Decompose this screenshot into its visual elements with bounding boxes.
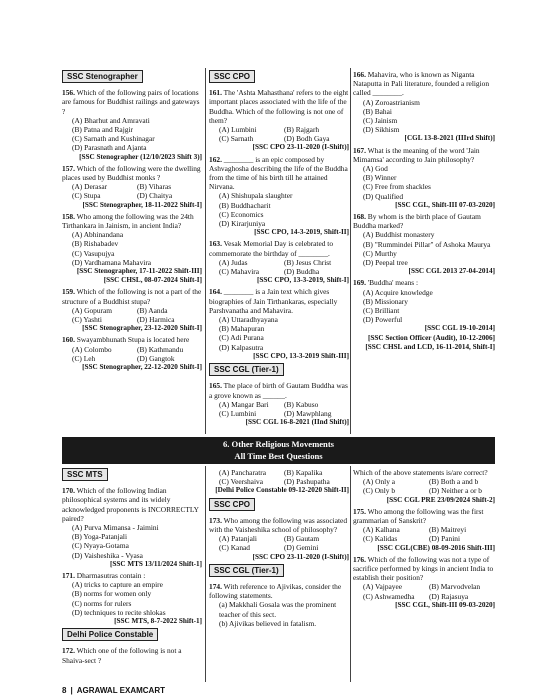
option-b: (B) Kathmandu — [137, 344, 184, 354]
question-number: 166. — [353, 70, 366, 79]
question-text: Which of the following is not a part of the structure of a Buddhist stupa? — [62, 287, 202, 306]
option-b: (B) Patna and Rajgir — [72, 125, 133, 135]
option-b: (B) Rishabadev — [72, 239, 119, 249]
question-text: Which one of the following is not a Shaiva-sect ? — [62, 646, 182, 665]
column-2-top — [209, 68, 349, 427]
source: [SSC CHSL and LCD, 16-11-2014, Shift-I] — [365, 342, 495, 351]
option-b: (B) "Rummindei Pillar" of Ashoka Maurya — [363, 239, 491, 249]
options — [62, 580, 202, 617]
option-d: (D) Buddha — [284, 267, 320, 277]
chapter-banner — [62, 437, 495, 464]
source: [SSC CHSL, 08-07-2024 Shift-I] — [103, 276, 202, 285]
question-number: 174. — [209, 582, 222, 592]
option-a: (A) Zoroastrianism — [363, 97, 420, 107]
column-divider — [205, 68, 206, 434]
option-c: (C) Kalidas — [363, 534, 398, 544]
question-169 — [353, 278, 495, 352]
question-168 — [353, 212, 495, 276]
source: [SSC Stenographer, 18-11-2022 Shift-I] — [82, 200, 202, 209]
options — [353, 164, 495, 201]
option-a: (A) tricks to capture an empire — [72, 580, 163, 590]
source: [SSC CGL 2013 27-04-2014] — [408, 267, 495, 276]
source: [SSC CPO, 14-3-2019, Shift-II] — [254, 228, 349, 237]
option-b: (B) Maitreyi — [429, 525, 467, 535]
source: [SSC MTS 13/11/2024 Shift-1] — [109, 559, 202, 568]
options — [209, 125, 349, 143]
options — [353, 525, 495, 543]
option-a: (A) Abhinandana — [72, 230, 124, 240]
options — [62, 116, 202, 153]
question-number: 172. — [62, 646, 75, 656]
question-173 — [209, 516, 349, 562]
option-d: (D) Parasnath and Ajanta — [72, 143, 147, 153]
question-174-continued — [353, 468, 495, 505]
option-a: (A) Mangar Bari — [219, 399, 269, 409]
source: [SSC CGL(CBE) 08-09-2016 Shift-III] — [377, 543, 495, 552]
option-c: (C) Sarnath and Kushinagar — [72, 134, 155, 144]
question-165 — [209, 381, 349, 427]
options — [62, 306, 202, 324]
option-a: (A) Shishupala slaughter — [219, 191, 293, 201]
option-d: (D) Rajasuya — [429, 591, 469, 601]
column-3-top — [353, 68, 495, 352]
section-heading: SSC CPO — [209, 70, 255, 83]
option-a: (A) Vajpayee — [363, 582, 403, 592]
options — [62, 345, 202, 363]
question-167 — [353, 146, 495, 210]
source: [SSC CPO 23-11-2020 (I-Shift)] — [252, 552, 349, 561]
question-text: Who among the following was associated with the Vaisheshika school of philosophy? — [209, 515, 348, 535]
question-text: Swayambhunath Stupa is located here — [76, 335, 190, 345]
option-b: (B) Bahai — [363, 106, 392, 116]
option-b: (B) Gautam — [284, 534, 320, 544]
column-1-bottom — [62, 466, 202, 665]
source: [SSC Stenographer, 17-11-2022 Shift-III] — [76, 267, 202, 276]
question-number: 156. — [62, 88, 75, 98]
question-text: ________ is an epic composed by Ashvaghosha describing the life of the Buddha from the time of his birth till he attained Nirvana. — [209, 154, 348, 192]
question-161 — [209, 88, 349, 152]
option-b: (B) Yoga-Patanjali — [72, 532, 128, 542]
statements — [209, 600, 349, 628]
question-159 — [62, 287, 202, 333]
question-number: 175. — [353, 506, 366, 516]
question-text: Who among the following was the first grammarian of Sanskrit? — [353, 506, 484, 526]
option-a: (A) Only a — [363, 477, 396, 487]
question-number: 171. — [62, 571, 75, 581]
question-text: Mahavira, who is known as Niganta Nataputta in Pali literature, founded a religion called ________. — [353, 70, 490, 98]
statement-b: (b) Ajivikas believed in fatalism. — [219, 618, 317, 628]
section-heading: SSC CPO — [209, 498, 255, 511]
option-b: (B) Kabuso — [284, 399, 319, 409]
options — [209, 258, 349, 276]
question-174 — [209, 582, 349, 628]
options — [209, 468, 349, 486]
option-c: (C) Mahavira — [219, 267, 260, 277]
question-175 — [353, 507, 495, 553]
option-a: (A) Patanjali — [219, 534, 257, 544]
source: [SSC Stenographer (12/10/2023 Shift 3)] — [79, 152, 202, 161]
source: [SSC CPO 23-11-2020 (I-Shift)] — [252, 143, 349, 152]
option-a: (A) Lumbini — [219, 125, 257, 135]
option-c: (C) Ashwamedha — [363, 591, 415, 601]
option-a: (A) Judas — [219, 257, 248, 267]
option-c: (C) Vasupujya — [72, 248, 115, 258]
source: [SSC MTS, 8-7-2022 Shift-1] — [114, 617, 202, 626]
question-number: 159. — [62, 287, 75, 297]
source: [SSC Stenographer, 23-12-2020 Shift-I] — [82, 324, 202, 333]
section-heading: SSC CGL (Tier-1) — [209, 363, 284, 376]
option-b: (B) Both a and b — [429, 477, 479, 487]
question-156 — [62, 88, 202, 162]
option-c: (C) Only b — [363, 486, 396, 496]
question-163 — [209, 239, 349, 285]
option-a: (A) Purva Mimansa - Jaimini — [72, 523, 159, 533]
option-d: (D) Kirarjuniya — [219, 219, 266, 229]
question-text: Which of the following were the dwelling places used by Buddhist monks ? — [62, 163, 201, 183]
chapter-subtitle: All Time Best Questions — [234, 451, 323, 461]
option-a: (A) God — [363, 164, 388, 174]
option-c: (C) Brilliant — [363, 306, 400, 316]
options — [353, 582, 495, 600]
option-a: (A) Acquire knowledge — [363, 287, 433, 297]
option-b: (B) norms for women only — [72, 589, 152, 599]
question-text: Which of the following Indian philosophical systems and its widely acknowledged proponents is INCORRECTLY paired? — [62, 486, 199, 523]
question-text: With reference to Ajivikas, consider the following statements. — [209, 582, 342, 601]
question-158 — [62, 212, 202, 286]
option-d: (D) Neither a or b — [429, 486, 482, 496]
option-c: (C) Yashti — [72, 315, 102, 325]
option-b: (B) Winner — [363, 173, 397, 183]
source: [SSC Stenographer, 22-12-2020 Shift-I] — [82, 363, 202, 372]
question-number: 173. — [209, 515, 222, 525]
option-c: (C) Sarnath — [219, 134, 254, 144]
question-160 — [62, 335, 202, 372]
question-text: The 'Ashta Mahasthana' refers to the eight important places associated with the life of the Buddha. Which of the following is not one of them? — [209, 88, 349, 125]
question-text: Dharmasutras contain : — [76, 571, 146, 581]
option-d: (D) Panini — [429, 534, 460, 544]
question-number: 160. — [62, 335, 75, 345]
question-number: 157. — [62, 163, 75, 173]
section-heading: Delhi Police Constable — [62, 628, 158, 641]
question-171 — [62, 571, 202, 626]
option-a: (A) Pancharatra — [219, 468, 266, 477]
option-d: (D) Sikhism — [363, 125, 400, 135]
options — [209, 400, 349, 418]
question-number: 165. — [209, 381, 222, 391]
option-b: (B) Missionary — [363, 296, 408, 306]
option-a: (A) Gopuram — [72, 305, 113, 315]
option-d: (D) Peepal tree — [363, 258, 408, 268]
option-d: (D) Vardhamana Mahavira — [72, 257, 152, 267]
options — [353, 288, 495, 325]
options — [353, 477, 495, 495]
question-number: 158. — [62, 211, 75, 221]
option-b: (B) Buddhacharit — [219, 200, 271, 210]
question-number: 168. — [353, 212, 366, 222]
option-d: (D) Pashupatha — [284, 477, 330, 487]
option-c: (C) Economics — [219, 209, 264, 219]
option-c: (C) Free from shackles — [363, 182, 431, 192]
options — [62, 523, 202, 560]
question-157 — [62, 164, 202, 210]
question-162 — [209, 155, 349, 238]
question-number: 163. — [209, 239, 222, 249]
question-number: 162. — [209, 154, 222, 164]
option-d: (D) Qualified — [363, 191, 404, 201]
section-heading: SSC CGL (Tier-1) — [209, 564, 284, 577]
question-number: 176. — [353, 554, 366, 564]
source: [Delhi Police Constable 09-12-2020 Shift-II] — [215, 486, 349, 495]
options — [353, 230, 495, 267]
option-c: (C) Veershaiva — [219, 477, 263, 487]
column-divider — [350, 68, 351, 434]
question-number: 169. — [353, 278, 366, 288]
question-170 — [62, 486, 202, 569]
column-1-top — [62, 68, 202, 372]
source: [CGL 13-8-2021 (IIIrd Shift)] — [404, 134, 495, 143]
question-number: 170. — [62, 486, 75, 496]
option-d: (D) Kalpasutra — [219, 342, 264, 352]
option-b: (B) Viharas — [137, 182, 172, 192]
question-number: 161. — [209, 88, 222, 98]
option-c: (C) Murthy — [363, 248, 397, 258]
options — [62, 182, 202, 200]
option-b: (B) Mahapuran — [219, 324, 265, 334]
question-text: By whom is the birth place of Gautam Buddha marked? — [353, 212, 481, 231]
option-c: (C) Jainism — [363, 116, 398, 126]
option-c: (C) Nyaya-Gotama — [72, 541, 129, 551]
source: [SSC Section Officer (Audit), 10-12-2006] — [367, 333, 495, 342]
option-b: (B) Aanda — [137, 305, 168, 315]
column-divider — [350, 466, 351, 682]
options — [353, 98, 495, 135]
option-b: (B) Jesus Christ — [284, 257, 332, 267]
option-c: (C) Adi Purana — [219, 333, 264, 343]
question-text: Which of the above statements is/are correct? — [353, 468, 488, 477]
question-number: 167. — [353, 145, 366, 155]
footer-separator: | — [70, 686, 73, 695]
option-d: (D) Chaitya — [137, 191, 173, 201]
question-text: Which of the following pairs of locations are famous for Buddhist railings and gateways ? — [62, 88, 200, 116]
source: [SSC CGL, Shift-III 07-03-2020] — [395, 200, 495, 209]
source: [SSC CPO, 13-3-2019, Shift-I] — [256, 276, 349, 285]
option-d: (D) Harmica — [137, 315, 175, 325]
source: [SSC CPO, 13-3-2019 Shift-III] — [253, 351, 349, 360]
question-text: Vesak Memorial Day is celebrated to commemorate the birthday of ________. — [209, 239, 334, 258]
option-c: (C) norms for rulers — [72, 598, 132, 608]
source: [SSC CGL PRE 23/09/2024 Shift-2] — [386, 495, 495, 504]
question-172 — [62, 646, 202, 664]
options — [209, 315, 349, 352]
chapter-title: 6. Other Religious Movements — [222, 439, 335, 449]
option-a: (A) Uttaradhyayana — [219, 315, 278, 325]
source: [SSC CGL 19-10-2014] — [424, 324, 495, 333]
option-c: (C) Lumbini — [219, 408, 257, 418]
option-a: (A) Kalhana — [363, 525, 400, 535]
option-d: (D) Gangtok — [137, 353, 175, 363]
question-176 — [353, 555, 495, 610]
option-d: (D) Vaisheshika - Vyasa — [72, 550, 143, 560]
question-text: Which of the following was not a type of sacrifice performed by kings in ancient India to establish their position? — [353, 554, 494, 583]
statement-a: (a) Makkhali Gosala was the prominent teacher of this sect. — [219, 600, 337, 619]
option-d: (D) Bodh Gaya — [284, 134, 330, 144]
question-text: The place of birth of Gautam Buddha was a grove known as ______. — [209, 381, 348, 400]
column-3-bottom — [353, 466, 495, 610]
options — [209, 191, 349, 228]
option-c: (C) Kanad — [219, 543, 250, 553]
option-c: (C) Stupa — [72, 191, 101, 201]
source: [SSC CGL 16-8-2021 (IInd Shift)] — [245, 418, 349, 427]
option-b: (B) Marvodvelan — [429, 582, 481, 592]
options — [209, 534, 349, 552]
section-heading: SSC Stenographer — [62, 70, 143, 83]
brand-logo: AGRAWAL EXAMCART — [76, 686, 165, 695]
page-footer — [62, 686, 165, 695]
options — [62, 230, 202, 267]
question-172-options — [209, 468, 349, 496]
option-d: (D) techniques to recite shlokas — [72, 607, 166, 617]
column-divider — [205, 466, 206, 682]
question-number: 164. — [209, 287, 222, 297]
option-b: (B) Rajgarh — [284, 125, 320, 135]
source: [SSC CGL, Shift-III 09-03-2020] — [395, 600, 495, 609]
question-166 — [353, 70, 495, 144]
page-number: 8 — [62, 686, 67, 695]
question-text: ________ is a Jain text which gives biographies of Jain Tirthankaras, especially Parshvanatha and Mahavira. — [209, 287, 338, 315]
section-heading: SSC MTS — [62, 468, 108, 481]
question-text: What is the meaning of the word 'Jain Mimamsa' according to Jain philosophy? — [353, 145, 480, 164]
option-d: (D) Mawphlang — [284, 408, 332, 418]
option-d: (D) Powerful — [363, 315, 403, 325]
question-text: 'Buddha' means : — [367, 278, 419, 288]
option-c: (C) Leh — [72, 353, 96, 363]
question-text: Who among the following was the 24th Tirthankara in Jainism, in ancient India? — [62, 211, 194, 231]
option-a: (A) Bharhut and Amravati — [72, 115, 150, 125]
option-a: (A) Colombo — [72, 344, 112, 354]
option-a: (A) Buddhist monastery — [363, 230, 435, 240]
column-2-bottom — [209, 466, 349, 628]
option-a: (A) Derasar — [72, 182, 108, 192]
option-d: (D) Gemini — [284, 543, 319, 553]
option-b: (B) Kapalika — [284, 468, 323, 477]
question-164 — [209, 287, 349, 361]
